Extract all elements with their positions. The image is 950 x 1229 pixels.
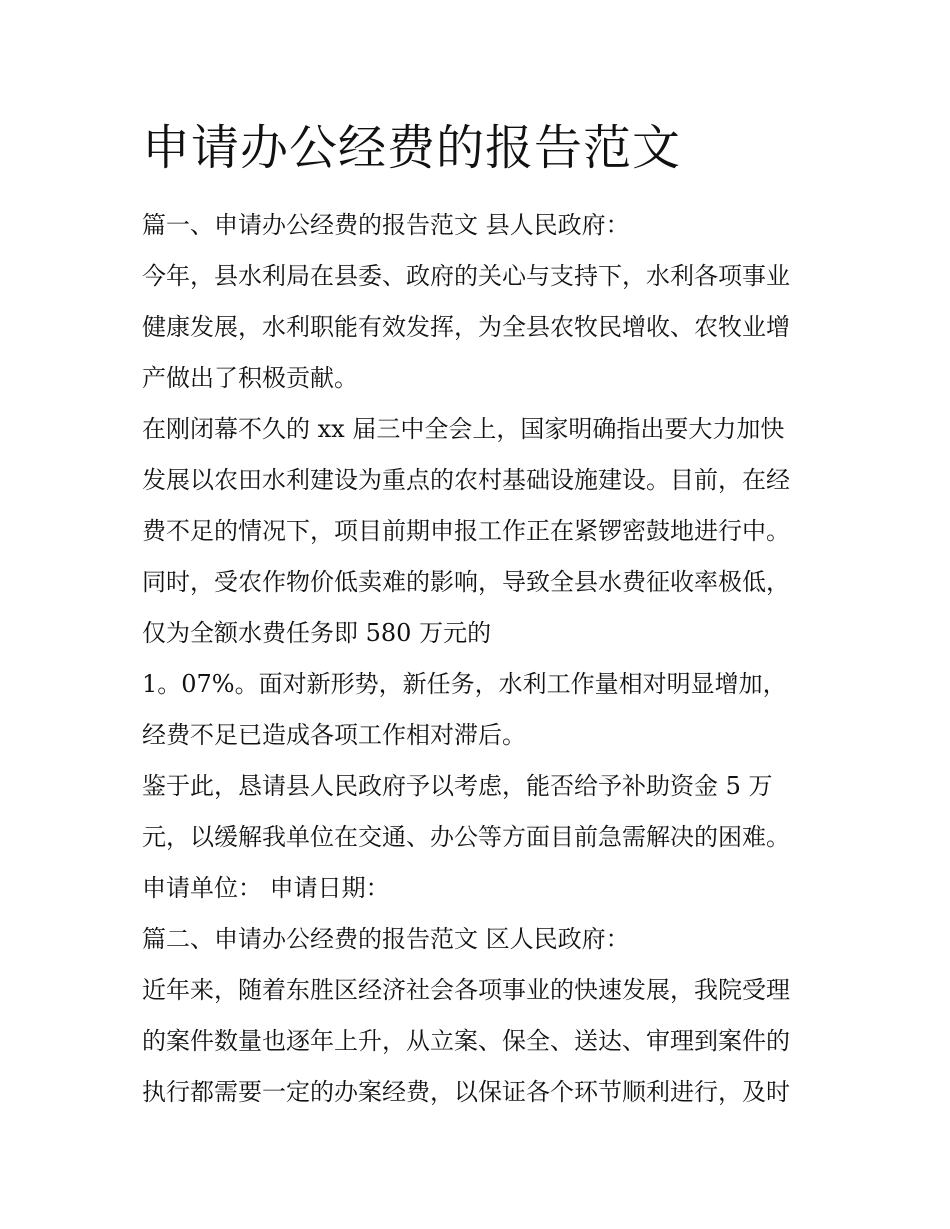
text-line: 1。07%。面对新形势，新任务，水利工作量相对明显增加， <box>142 670 787 698</box>
text-line: 仅为全额水费任务即 580 万元的 <box>142 619 492 647</box>
document-body <box>142 200 822 1118</box>
text-line: 产做出了积极贡献。 <box>142 364 358 392</box>
text-line: 健康发展，水利职能有效发挥，为全县农牧民增收、农牧业增 <box>142 313 790 341</box>
text-line: 申请单位： 申请日期： <box>142 874 390 902</box>
text-line: 经费不足已造成各项工作相对滞后。 <box>142 721 526 749</box>
text-line: 近年来，随着东胜区经济社会各项事业的快速发展，我院受理 <box>142 976 790 1004</box>
text-line: 元，以缓解我单位在交通、办公等方面目前急需解决的困难。 <box>142 823 790 851</box>
text-line: 篇二、申请办公经费的报告范文 区人民政府： <box>142 925 630 953</box>
text-line: 在刚闭幕不久的 xx 届三中全会上，国家明确指出要大力加快 <box>142 415 785 443</box>
text-line: 执行都需要一定的办案经费，以保证各个环节顺利进行，及时 <box>142 1078 790 1106</box>
text-line: 篇一、申请办公经费的报告范文 县人民政府： <box>142 211 630 239</box>
text-line: 同时，受农作物价低卖难的影响，导致全县水费征收率极低， <box>142 568 790 596</box>
text-line: 今年，县水利局在县委、政府的关心与支持下，水利各项事业 <box>142 262 790 290</box>
text-line: 费不足的情况下，项目前期申报工作正在紧锣密鼓地进行中。 <box>142 517 790 545</box>
document-title: 申请办公经费的报告范文 <box>142 120 682 176</box>
text-line: 的案件数量也逐年上升，从立案、保全、送达、审理到案件的 <box>142 1027 790 1055</box>
text-line: 鉴于此，恳请县人民政府予以考虑，能否给予补助资金 5 万 <box>142 772 773 800</box>
text-line: 发展以农田水利建设为重点的农村基础设施建设。目前，在经 <box>142 466 790 494</box>
